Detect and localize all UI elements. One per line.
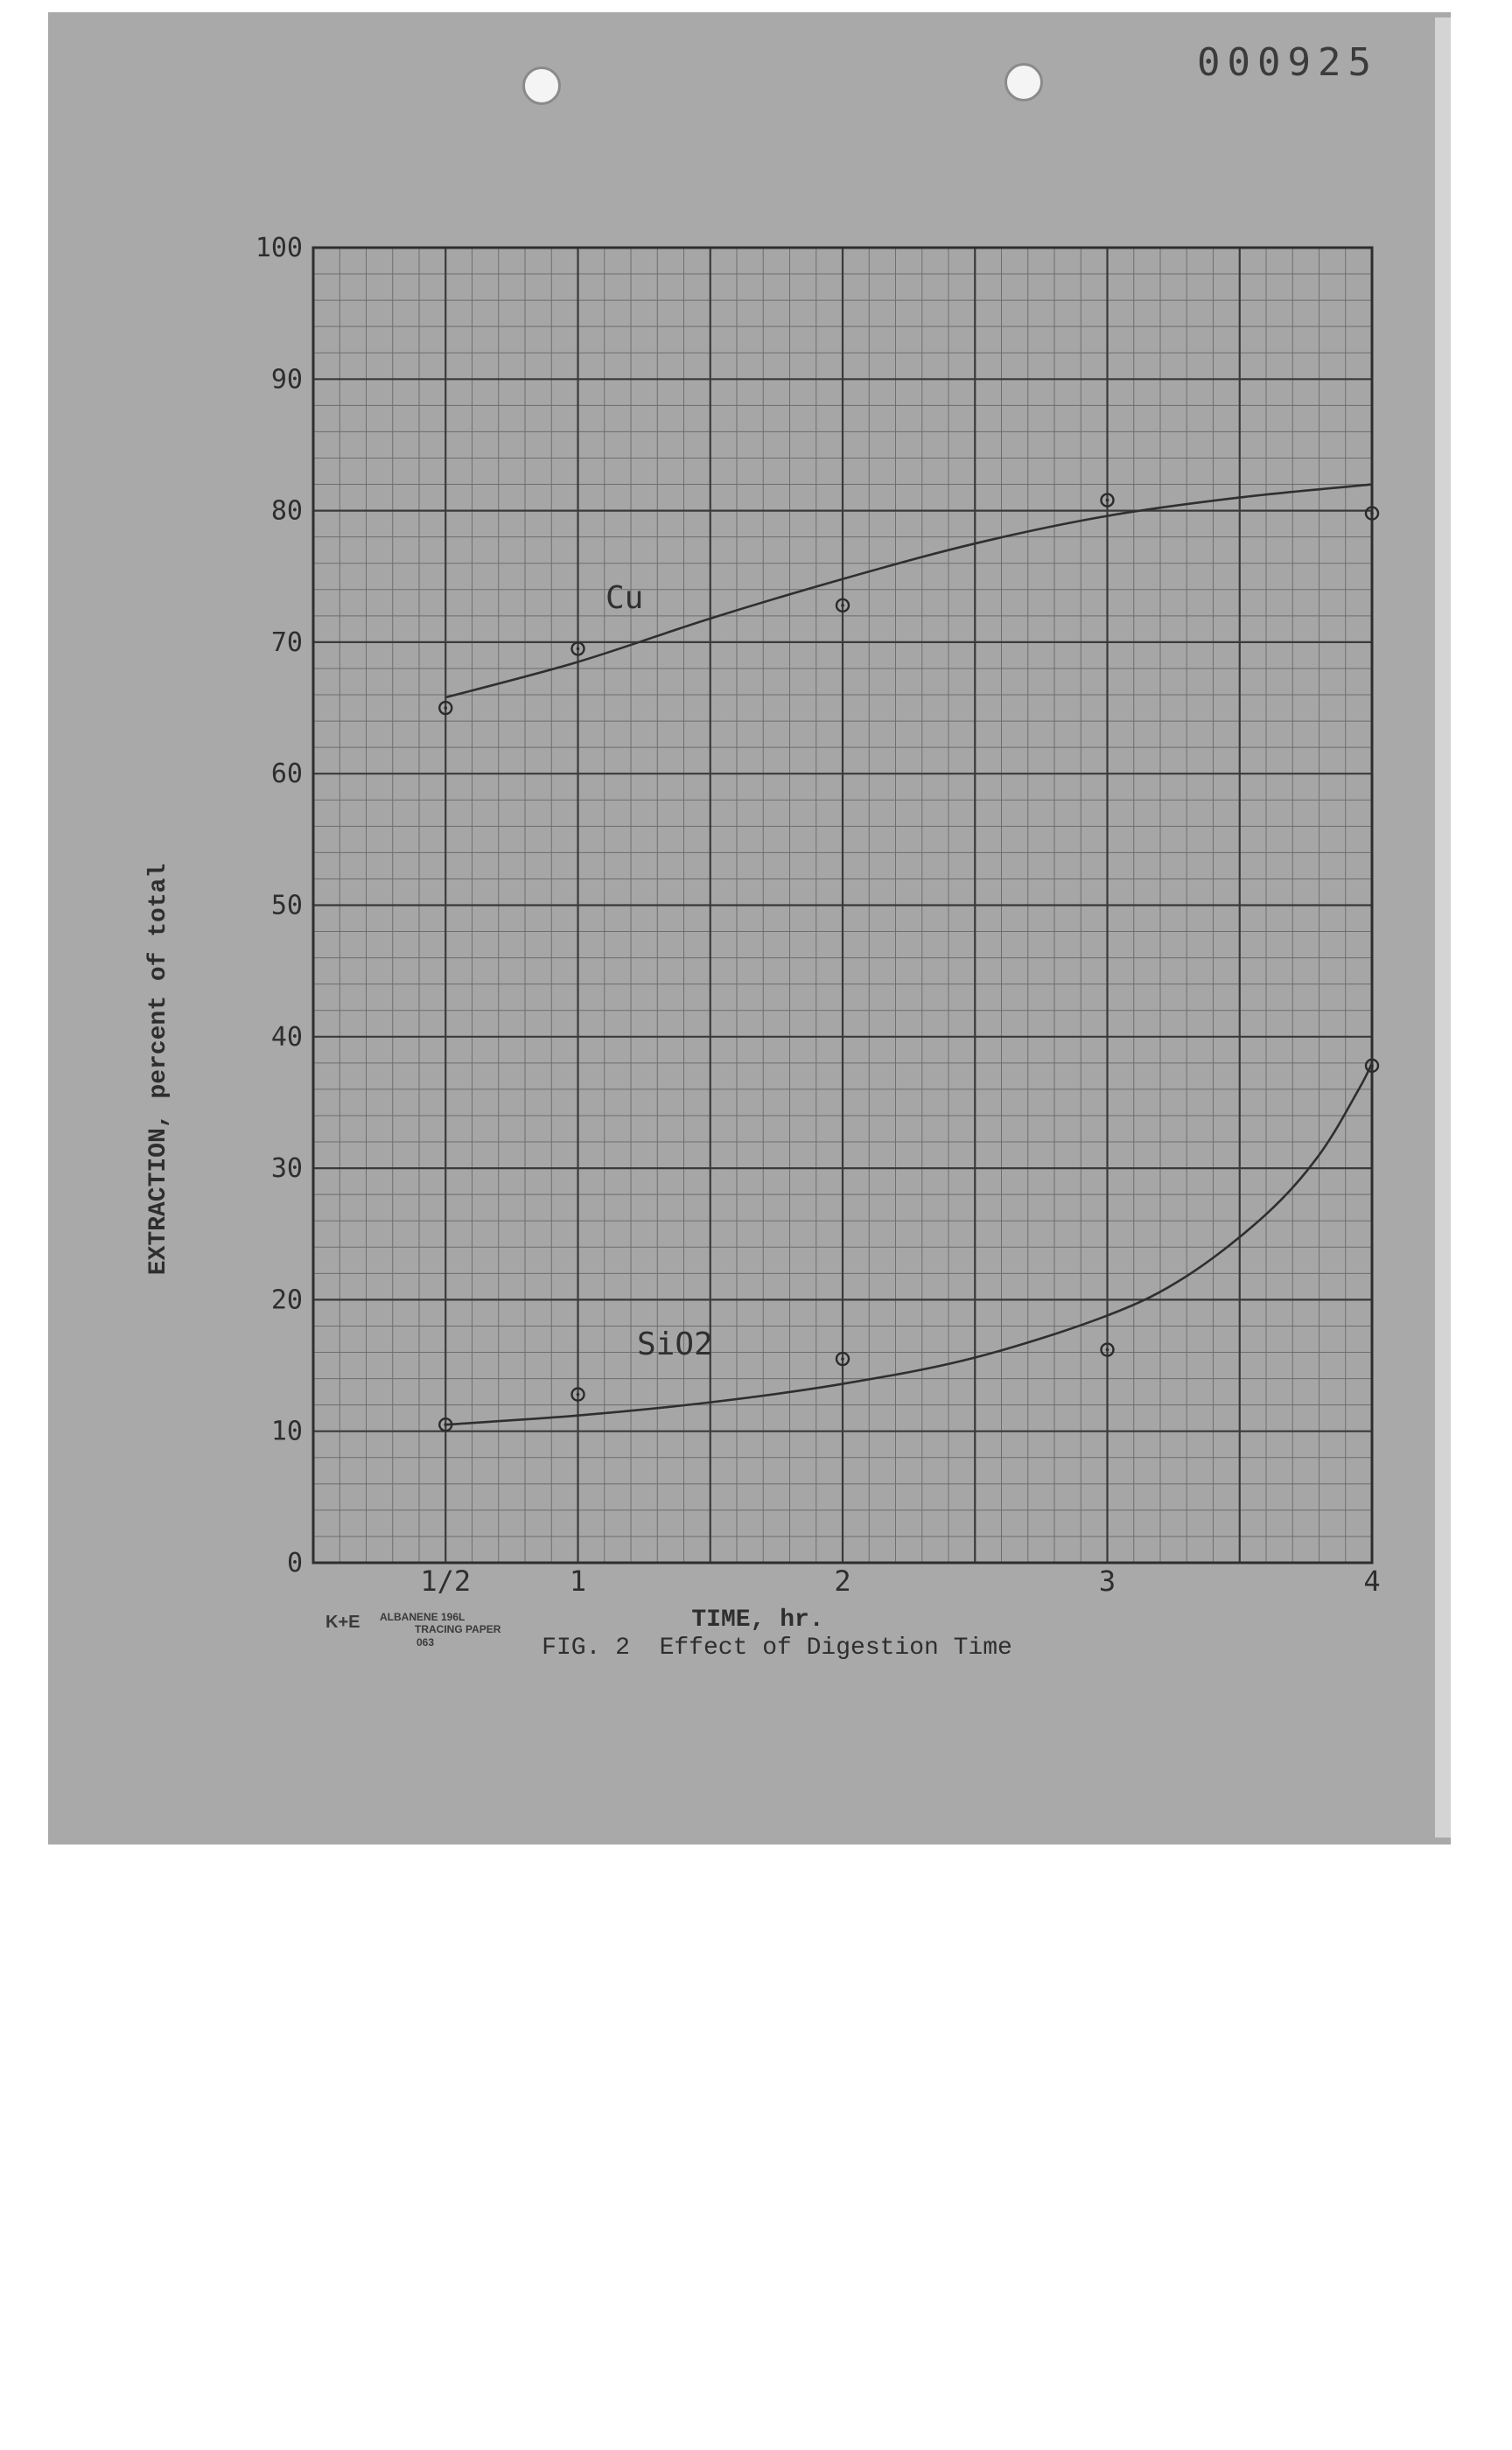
x-tick-label: 4 xyxy=(1363,1564,1381,1598)
x-tick-label: 2 xyxy=(834,1564,851,1598)
paper-code: 063 xyxy=(416,1636,435,1648)
x-tick-label: 1 xyxy=(569,1564,587,1598)
y-tick-labels xyxy=(256,233,303,1578)
y-tick-label: 60 xyxy=(270,759,303,790)
y-tick-label: 40 xyxy=(270,1021,303,1053)
y-tick-label: 30 xyxy=(270,1153,303,1185)
data-point-center-sio2 xyxy=(444,1423,447,1426)
data-point-center-sio2 xyxy=(1370,1064,1374,1068)
data-point-center-sio2 xyxy=(577,1393,580,1396)
data-point-center-sio2 xyxy=(1106,1348,1110,1352)
y-tick-label: 10 xyxy=(270,1416,303,1447)
y-tick-label: 80 xyxy=(270,495,303,527)
y-tick-label: 50 xyxy=(270,890,303,921)
series-label-cu: Cu xyxy=(606,580,644,616)
y-tick-label: 0 xyxy=(286,1548,303,1578)
paper-type: TRACING PAPER xyxy=(415,1623,501,1635)
paper-name: ALBANENE 196L xyxy=(380,1611,466,1623)
data-point-center-cu xyxy=(1370,512,1374,515)
data-point-center-cu xyxy=(841,604,844,607)
data-point-center-cu xyxy=(577,648,580,651)
y-tick-label: 70 xyxy=(270,626,303,658)
x-tick-label: 1/2 xyxy=(420,1564,472,1598)
x-tick-label: 3 xyxy=(1098,1564,1116,1598)
y-axis-label: EXTRACTION, percent of total xyxy=(145,863,172,1276)
document-number: 000925 xyxy=(1197,40,1378,85)
figure-caption: FIG. 2 Effect of Digestion Time xyxy=(542,1634,1012,1662)
y-tick-label: 20 xyxy=(270,1284,303,1316)
y-tick-label: 90 xyxy=(270,364,303,396)
data-point-center-cu xyxy=(444,706,447,710)
data-point-center-cu xyxy=(1106,499,1110,502)
y-tick-label: 100 xyxy=(255,233,303,263)
series-label-sio2: SiO2 xyxy=(637,1326,713,1362)
x-axis-label: TIME, hr. xyxy=(691,1606,824,1634)
x-tick-labels xyxy=(420,1564,1380,1598)
maker-mark: K+E xyxy=(326,1613,360,1632)
data-point-center-sio2 xyxy=(841,1357,844,1361)
